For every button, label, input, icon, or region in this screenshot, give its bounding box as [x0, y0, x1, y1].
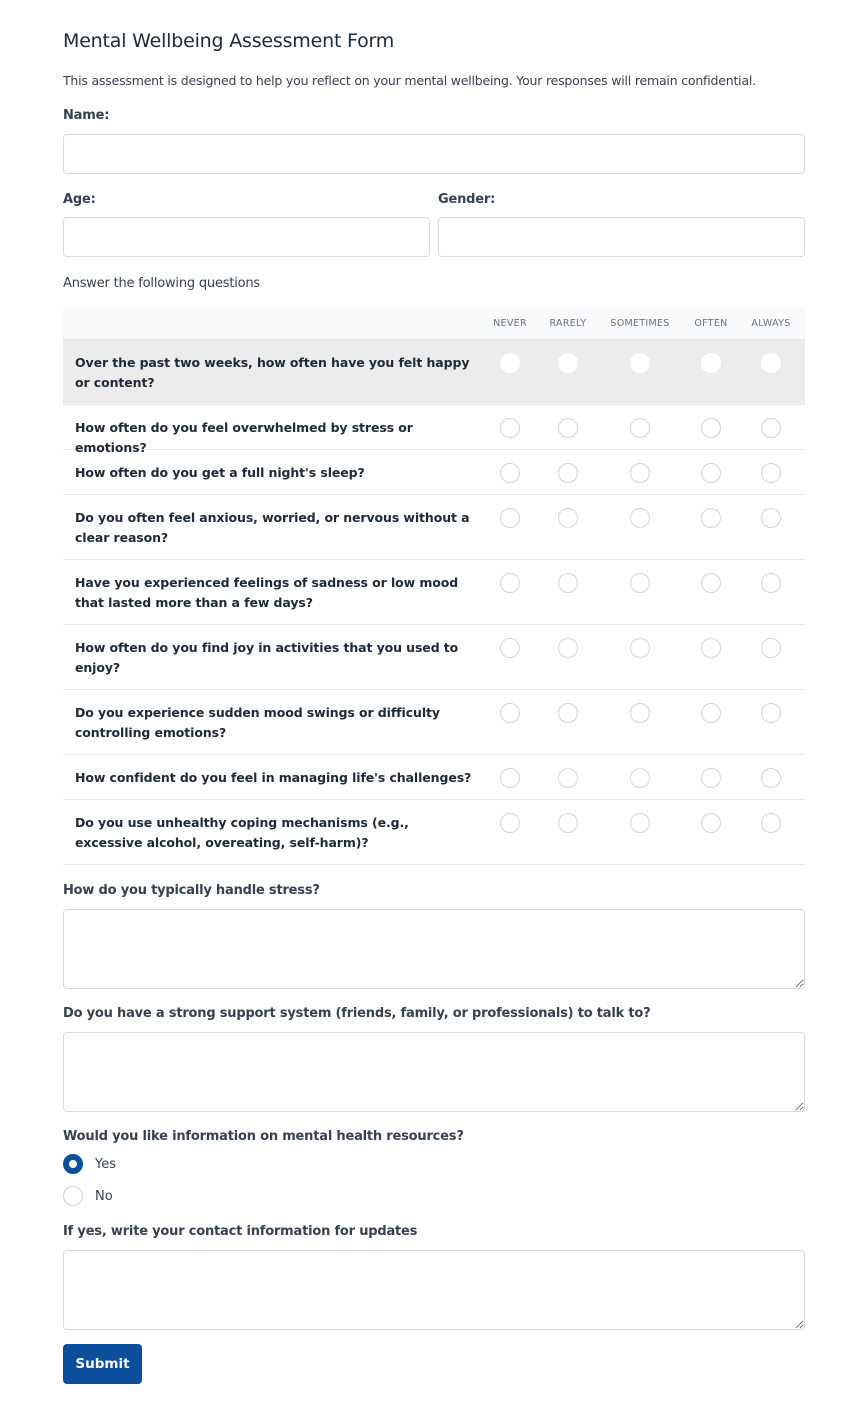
- answer-cell: [674, 800, 748, 833]
- answer-cell: [530, 690, 606, 723]
- radio-no[interactable]: [63, 1186, 83, 1206]
- question-row: [63, 405, 805, 455]
- answer-cell: [530, 495, 606, 528]
- radio-sometimes[interactable]: [630, 703, 650, 723]
- scale-never: NEVER: [493, 317, 527, 329]
- answer-cell: [606, 560, 674, 593]
- form-description: This assessment is designed to help you reflect on your mental wellbeing. Your responses will remain confidential.: [63, 73, 756, 88]
- question-text: Do you often feel anxious, worried, or nervous without a clear reason?: [75, 510, 470, 545]
- age-input[interactable]: [63, 217, 430, 257]
- question-row: [63, 495, 805, 560]
- name-input[interactable]: [63, 134, 805, 174]
- radio-often[interactable]: [701, 638, 721, 658]
- question-text: How confident do you feel in managing life's challenges?: [75, 770, 472, 785]
- answer-cell: [530, 340, 606, 373]
- question-row: [63, 340, 805, 405]
- radio-rarely[interactable]: [558, 508, 578, 528]
- answer-cell: [748, 495, 794, 528]
- answer-cell: [674, 625, 748, 658]
- radio-yes[interactable]: [63, 1154, 83, 1174]
- answer-cell: [674, 690, 748, 723]
- question-text: How often do you get a full night's sleep?: [75, 465, 365, 480]
- radio-never[interactable]: [500, 813, 520, 833]
- radio-sometimes[interactable]: [630, 573, 650, 593]
- radio-always[interactable]: [761, 508, 781, 528]
- answer-cell: [530, 755, 606, 788]
- radio-rarely[interactable]: [558, 463, 578, 483]
- likert-header: [63, 307, 805, 340]
- gender-input[interactable]: [438, 217, 805, 257]
- support-label: Do you have a strong support system (friends, family, or professionals) to talk to?: [63, 1006, 651, 1021]
- radio-rarely[interactable]: [558, 703, 578, 723]
- radio-always[interactable]: [761, 703, 781, 723]
- radio-often[interactable]: [701, 353, 721, 373]
- age-label: Age:: [63, 192, 96, 207]
- answer-cell: [748, 405, 794, 438]
- answer-cell: [748, 450, 794, 483]
- radio-often[interactable]: [701, 703, 721, 723]
- answer-cell: [490, 755, 530, 788]
- scale-often: OFTEN: [694, 317, 728, 329]
- radio-often[interactable]: [701, 418, 721, 438]
- radio-often[interactable]: [701, 768, 721, 788]
- radio-rarely[interactable]: [558, 573, 578, 593]
- question-row: [63, 755, 805, 800]
- likert-table: [63, 307, 805, 865]
- answer-cell: [530, 450, 606, 483]
- radio-often[interactable]: [701, 508, 721, 528]
- question-row: [63, 625, 805, 690]
- question-row: [63, 450, 805, 495]
- answer-cell: [490, 800, 530, 833]
- radio-rarely[interactable]: [558, 813, 578, 833]
- answer-cell: [606, 495, 674, 528]
- answer-cell: [674, 340, 748, 373]
- radio-never[interactable]: [500, 703, 520, 723]
- page-title: Mental Wellbeing Assessment Form: [63, 30, 395, 52]
- scale-rarely: RARELY: [549, 317, 587, 329]
- answer-cell: [674, 560, 748, 593]
- answer-cell: [530, 560, 606, 593]
- questions-intro: Answer the following questions: [63, 276, 260, 291]
- question-text: Have you experienced feelings of sadness or low mood that lasted more than a few days?: [75, 575, 459, 610]
- option-yes-label: Yes: [95, 1156, 116, 1172]
- answer-cell: [490, 450, 530, 483]
- answer-cell: [748, 800, 794, 833]
- radio-never[interactable]: [500, 573, 520, 593]
- question-row: [63, 690, 805, 755]
- radio-often[interactable]: [701, 463, 721, 483]
- contact-textarea[interactable]: [63, 1250, 805, 1330]
- question-text: How often do you find joy in activities that you used to enjoy?: [75, 640, 459, 675]
- radio-never[interactable]: [500, 508, 520, 528]
- radio-rarely[interactable]: [558, 768, 578, 788]
- answer-cell: [674, 495, 748, 528]
- scale-sometimes: SOMETIMES: [610, 317, 670, 329]
- answer-cell: [606, 625, 674, 658]
- answer-cell: [606, 755, 674, 788]
- answer-cell: [748, 755, 794, 788]
- radio-sometimes[interactable]: [630, 353, 650, 373]
- name-label: Name:: [63, 108, 110, 123]
- question-row: [63, 560, 805, 625]
- support-textarea[interactable]: [63, 1032, 805, 1112]
- question-text: Over the past two weeks, how often have you felt happy or content?: [75, 355, 470, 390]
- question-row: [63, 800, 805, 865]
- answer-cell: [674, 405, 748, 438]
- radio-always[interactable]: [761, 573, 781, 593]
- resources-label: Would you like information on mental health resources?: [63, 1129, 464, 1144]
- radio-often[interactable]: [701, 813, 721, 833]
- radio-sometimes[interactable]: [630, 418, 650, 438]
- radio-always[interactable]: [761, 813, 781, 833]
- answer-cell: [674, 450, 748, 483]
- answer-cell: [606, 690, 674, 723]
- radio-sometimes[interactable]: [630, 463, 650, 483]
- resources-option-no[interactable]: [63, 1186, 113, 1206]
- answer-cell: [490, 625, 530, 658]
- answer-cell: [606, 405, 674, 438]
- radio-always[interactable]: [761, 353, 781, 373]
- radio-never[interactable]: [500, 463, 520, 483]
- answer-cell: [748, 625, 794, 658]
- resources-option-yes[interactable]: [63, 1154, 116, 1174]
- gender-label: Gender:: [438, 192, 496, 207]
- answer-cell: [606, 340, 674, 373]
- radio-always[interactable]: [761, 418, 781, 438]
- stress-label: How do you typically handle stress?: [63, 883, 320, 898]
- radio-rarely[interactable]: [558, 353, 578, 373]
- radio-always[interactable]: [761, 463, 781, 483]
- radio-never[interactable]: [500, 353, 520, 373]
- submit-button[interactable]: Submit: [63, 1344, 142, 1384]
- stress-textarea[interactable]: [63, 909, 805, 989]
- question-text: How often do you feel overwhelmed by stress or emotions?: [75, 420, 413, 455]
- answer-cell: [674, 755, 748, 788]
- question-text: Do you experience sudden mood swings or difficulty controlling emotions?: [75, 705, 440, 740]
- radio-rarely[interactable]: [558, 638, 578, 658]
- answer-cell: [748, 560, 794, 593]
- answer-cell: [606, 450, 674, 483]
- radio-sometimes[interactable]: [630, 508, 650, 528]
- radio-rarely[interactable]: [558, 418, 578, 438]
- radio-always[interactable]: [761, 638, 781, 658]
- answer-cell: [530, 800, 606, 833]
- radio-always[interactable]: [761, 768, 781, 788]
- answer-cell: [748, 690, 794, 723]
- answer-cell: [530, 405, 606, 438]
- answer-cell: [606, 800, 674, 833]
- answer-cell: [748, 340, 794, 373]
- radio-sometimes[interactable]: [630, 813, 650, 833]
- radio-never[interactable]: [500, 418, 520, 438]
- radio-sometimes[interactable]: [630, 768, 650, 788]
- answer-cell: [490, 495, 530, 528]
- contact-label: If yes, write your contact information for updates: [63, 1224, 418, 1239]
- radio-never[interactable]: [500, 638, 520, 658]
- answer-cell: [490, 340, 530, 373]
- question-text: Do you use unhealthy coping mechanisms (e.g., excessive alcohol, overeating, self-harm)?: [75, 815, 409, 850]
- radio-often[interactable]: [701, 573, 721, 593]
- radio-never[interactable]: [500, 768, 520, 788]
- option-no-label: No: [95, 1188, 113, 1204]
- answer-cell: [530, 625, 606, 658]
- scale-always: ALWAYS: [751, 317, 791, 329]
- answer-cell: [490, 560, 530, 593]
- radio-sometimes[interactable]: [630, 638, 650, 658]
- answer-cell: [490, 690, 530, 723]
- answer-cell: [490, 405, 530, 438]
